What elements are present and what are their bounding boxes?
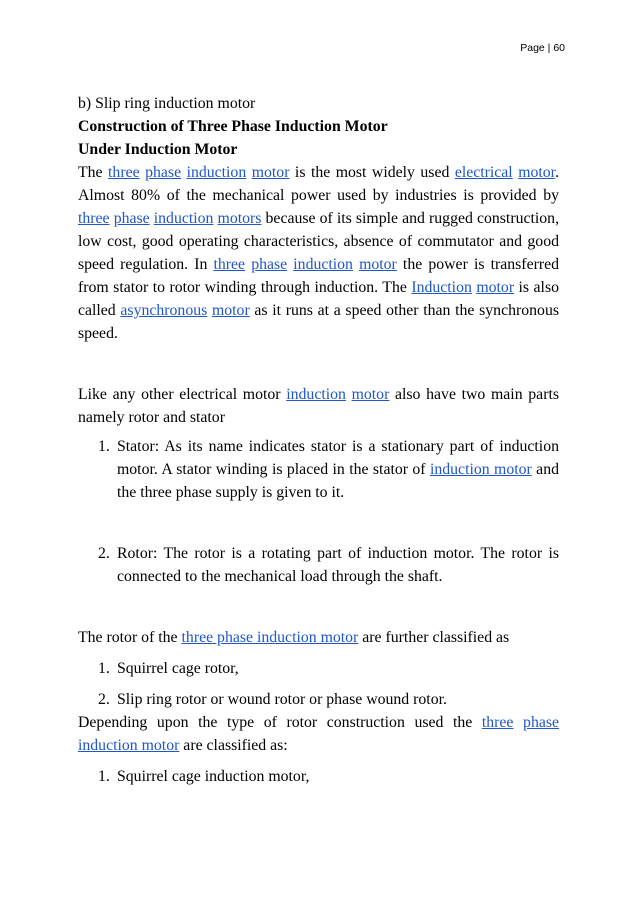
page-number: Page | 60: [520, 42, 565, 54]
link-motor[interactable]: motor: [476, 279, 515, 296]
list-item: 2. Slip ring rotor or wound rotor or phase wound rotor.: [78, 688, 559, 711]
link-three[interactable]: three: [481, 714, 514, 731]
motor-types-list: [78, 765, 559, 788]
list-item: 1. Squirrel cage induction motor,: [78, 765, 559, 788]
link-motor[interactable]: motor: [359, 256, 397, 273]
link-three-phase-induction-motor[interactable]: three phase induction motor: [181, 629, 359, 646]
link-motor[interactable]: motor: [351, 386, 390, 403]
heading-under-induction-motor: Under Induction Motor: [78, 141, 238, 158]
link-electrical[interactable]: electrical: [454, 164, 513, 181]
link-three[interactable]: three: [213, 256, 246, 273]
list-number: 1.: [98, 438, 110, 455]
list-number: 2.: [98, 545, 110, 562]
list-number: 2.: [98, 691, 110, 708]
link-motor[interactable]: motor: [518, 164, 556, 181]
paragraph-rotor-classes: The rotor of the three phase induction motor are further classified as: [78, 629, 510, 646]
list-number: 1.: [98, 768, 110, 785]
link-induction[interactable]: induction: [293, 256, 353, 273]
link-induction-motor[interactable]: induction motor: [78, 737, 180, 754]
list-item-rotor: 2. Rotor: The rotor is a rotating part of induction motor. The rotor is connected to the mechanical load through the shaft.: [78, 542, 559, 588]
link-induction[interactable]: induction: [286, 386, 346, 403]
link-asynchronous[interactable]: asynchronous: [120, 302, 208, 319]
link-phase[interactable]: phase: [113, 210, 150, 227]
link-motor[interactable]: motor: [251, 164, 290, 181]
subheading-slip-ring: b) Slip ring induction motor: [78, 95, 256, 112]
link-induction[interactable]: induction: [186, 164, 247, 181]
rotor-types-list: [78, 657, 559, 711]
list-number: 1.: [98, 660, 110, 677]
list-item-stator: 1. Stator: As its name indicates stator is a stationary part of induction motor. A stator winding is placed in the stator of induction motor and the three phase supply is given to it.: [78, 435, 559, 504]
link-phase[interactable]: phase: [523, 714, 560, 731]
link-motors[interactable]: motors: [217, 210, 262, 227]
paragraph-parts: Like any other electrical motor induction motor also have two main parts namely rotor and stator: [78, 386, 559, 426]
paragraph-motor-classes: Depending upon the type of rotor construction used the three phase induction motor are classified as:: [78, 714, 560, 754]
heading-construction: Construction of Three Phase Induction Motor: [78, 118, 388, 135]
page-content: [78, 92, 559, 788]
link-three[interactable]: three: [108, 164, 140, 181]
link-phase[interactable]: phase: [251, 256, 288, 273]
link-induction[interactable]: induction: [153, 210, 214, 227]
paragraph-intro: The three phase induction motor is the most widely used electrical motor. Almost 80% of the mechanical power used by industries is provided by three phase induction motors because of its simple and rugged construction, low cost, good operating characteristics, absence of commutator and good speed regulation. In three phase induction motor the power is transferred from stator to rotor winding through induction. The Induction motor is also called asynchronous motor as it runs at a speed other than the synchronous speed.: [78, 164, 560, 342]
link-phase[interactable]: phase: [145, 164, 182, 181]
link-motor[interactable]: motor: [211, 302, 250, 319]
link-induction-motor[interactable]: induction motor: [429, 461, 532, 478]
list-item: 1. Squirrel cage rotor,: [78, 657, 559, 680]
parts-list: [78, 435, 559, 588]
link-induction[interactable]: Induction: [411, 279, 472, 296]
link-three[interactable]: three: [78, 210, 110, 227]
